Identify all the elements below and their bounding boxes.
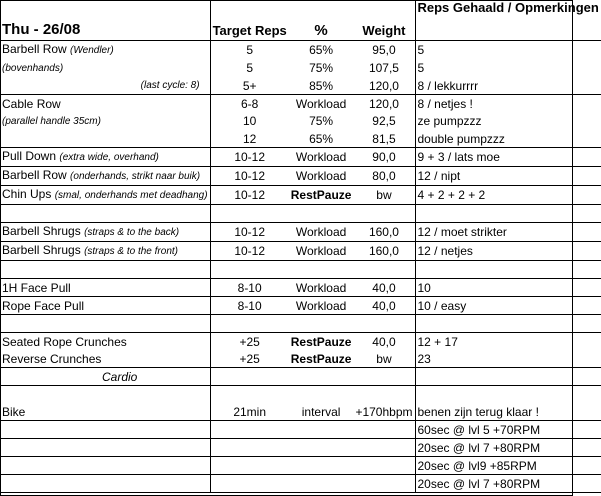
weight-cell[interactable] xyxy=(353,439,415,457)
remarks-cell[interactable]: 4 + 2 + 2 + 2 xyxy=(415,186,601,205)
table-row xyxy=(0,223,601,242)
header-percent: % xyxy=(289,0,354,41)
table-row xyxy=(0,186,601,205)
table-row xyxy=(0,41,601,60)
percent-cell[interactable]: 75% xyxy=(309,114,334,128)
percent-cell[interactable]: Workload xyxy=(289,279,354,297)
remarks-cell[interactable]: 12 / netjes xyxy=(415,242,601,261)
table-row xyxy=(0,130,601,148)
header-target-reps: Target Reps xyxy=(210,0,289,41)
percent-cell[interactable]: RestPauze xyxy=(290,351,352,366)
table-row xyxy=(0,457,601,475)
exercise-cell[interactable] xyxy=(0,439,210,457)
exercise-cell[interactable] xyxy=(0,95,210,113)
table-row xyxy=(0,148,601,167)
remarks-cell[interactable]: 10 / easy xyxy=(415,297,601,315)
exercise-cell[interactable] xyxy=(0,475,210,493)
header-weight: Weight xyxy=(353,0,415,41)
exercise-note: (Wendler) xyxy=(70,45,114,56)
exercise-cell[interactable] xyxy=(0,457,210,475)
exercise-cell[interactable] xyxy=(0,148,210,167)
remarks-cell[interactable]: 9 + 3 / lats moe xyxy=(415,148,601,167)
percent-cell[interactable]: Workload xyxy=(289,167,354,186)
exercise-name: Chin Ups xyxy=(2,187,52,201)
exercise-name: Cable Row xyxy=(2,96,61,111)
table-row xyxy=(0,167,601,186)
table-row xyxy=(0,205,601,223)
exercise-name: Barbell Shrugs xyxy=(2,224,81,238)
remarks-cell[interactable]: 60sec @ lvl 5 +70RPM xyxy=(415,421,601,439)
percent-cell[interactable] xyxy=(289,315,354,333)
exercise-cell[interactable] xyxy=(0,333,210,351)
percent-cell[interactable]: 65% xyxy=(309,43,334,57)
exercise-cell[interactable] xyxy=(0,368,210,386)
weight-cell[interactable]: 160,0 xyxy=(353,223,415,242)
weight-cell[interactable] xyxy=(353,315,415,333)
target-reps-cell[interactable]: 10 xyxy=(242,114,257,128)
weight-cell[interactable] xyxy=(353,421,415,439)
exercise-cell[interactable] xyxy=(0,421,210,439)
exercise-cell[interactable] xyxy=(0,186,210,205)
exercise-cell[interactable] xyxy=(0,261,210,279)
sheet-title: Thu - 26/08 xyxy=(0,0,210,41)
weight-cell[interactable]: 107,5 xyxy=(368,61,399,75)
table-row xyxy=(0,475,601,493)
exercise-cell[interactable] xyxy=(0,167,210,186)
percent-cell[interactable]: RestPauze xyxy=(289,186,354,205)
exercise-note: (bovenhands) xyxy=(2,63,64,74)
remarks-cell[interactable] xyxy=(415,386,601,404)
target-reps-cell[interactable]: 10-12 xyxy=(210,242,289,261)
percent-cell[interactable]: Workload xyxy=(289,242,354,261)
weight-cell[interactable]: 40,0 xyxy=(372,334,396,349)
table-row xyxy=(0,368,601,386)
exercise-cell[interactable] xyxy=(0,77,210,95)
target-reps-cell[interactable] xyxy=(210,421,289,439)
table-row xyxy=(0,59,601,77)
percent-cell[interactable] xyxy=(289,421,354,439)
exercise-cell[interactable] xyxy=(0,386,210,404)
remarks-cell[interactable]: 5 xyxy=(415,41,601,60)
exercise-name: Bike xyxy=(2,404,26,419)
exercise-cell[interactable] xyxy=(0,297,210,315)
percent-cell[interactable]: 85% xyxy=(289,77,354,95)
remarks-cell[interactable]: double pumpzzz xyxy=(415,130,601,148)
remarks-cell[interactable]: 12 + 17 xyxy=(415,333,601,351)
exercise-name: Barbell Row xyxy=(2,168,67,182)
exercise-name: Reverse Crunches xyxy=(2,351,102,366)
percent-cell[interactable]: 75% xyxy=(309,61,334,75)
table-row xyxy=(0,439,601,457)
percent-cell[interactable] xyxy=(289,368,354,386)
remarks-cell[interactable]: ze pumpzzz xyxy=(415,112,601,130)
target-reps-cell[interactable] xyxy=(210,205,289,223)
exercise-cell[interactable] xyxy=(0,59,210,77)
target-reps-cell[interactable]: 5 xyxy=(246,43,253,57)
target-reps-cell[interactable]: +25 xyxy=(210,350,289,368)
table-row xyxy=(0,386,601,404)
target-reps-cell[interactable]: 21min xyxy=(210,403,289,421)
exercise-note: (smal, onderhands met deadhang) xyxy=(54,190,208,201)
exercise-cell[interactable] xyxy=(0,350,210,368)
remarks-cell[interactable]: benen zijn terug klaar ! xyxy=(415,403,601,421)
remarks-cell[interactable]: 8 / netjes ! xyxy=(415,95,601,113)
weight-cell[interactable] xyxy=(353,368,415,386)
exercise-note: (parallel handle 35cm) xyxy=(2,116,101,127)
remarks-cell[interactable] xyxy=(415,205,601,223)
target-reps-cell[interactable]: 6-8 xyxy=(240,96,259,111)
section-label: Cardio xyxy=(102,369,138,384)
header-row xyxy=(0,0,601,41)
exercise-note: (last cycle: 8) xyxy=(140,79,200,91)
weight-cell[interactable] xyxy=(353,261,415,279)
exercise-note: (straps & to the back) xyxy=(84,227,180,238)
exercise-cell[interactable] xyxy=(0,130,210,148)
percent-cell[interactable]: interval xyxy=(289,403,354,421)
remarks-cell[interactable]: 5 xyxy=(415,59,601,77)
remarks-cell[interactable]: 8 / lekkurrrr xyxy=(415,77,601,95)
percent-cell[interactable] xyxy=(289,457,354,475)
weight-cell[interactable]: 40,0 xyxy=(353,279,415,297)
target-reps-cell[interactable]: 10-12 xyxy=(210,223,289,242)
table-row xyxy=(0,261,601,279)
weight-cell[interactable]: +170hbpm xyxy=(353,403,415,421)
target-reps-cell[interactable]: 10-12 xyxy=(210,148,289,167)
target-reps-cell[interactable] xyxy=(210,386,289,404)
percent-cell[interactable] xyxy=(289,475,354,493)
percent-cell[interactable] xyxy=(289,439,354,457)
target-reps-cell[interactable] xyxy=(210,261,289,279)
weight-cell[interactable] xyxy=(353,475,415,493)
target-reps-cell[interactable] xyxy=(210,439,289,457)
weight-cell[interactable] xyxy=(353,386,415,404)
exercise-name: Barbell Shrugs xyxy=(2,243,81,257)
exercise-name: Barbell Row xyxy=(2,42,67,56)
exercise-cell[interactable] xyxy=(0,112,210,130)
exercise-note: (onderhands, strikt naar buik) xyxy=(70,171,201,182)
exercise-name: Rope Face Pull xyxy=(2,298,85,313)
target-reps-cell[interactable]: 8-10 xyxy=(210,297,289,315)
exercise-name: Seated Rope Crunches xyxy=(2,334,127,349)
table-row xyxy=(0,333,601,351)
table-row xyxy=(0,350,601,368)
percent-cell[interactable] xyxy=(289,261,354,279)
remarks-cell[interactable]: 20sec @ lvl 7 +80RPM xyxy=(415,439,601,457)
weight-cell[interactable]: 92,5 xyxy=(372,114,396,128)
remarks-cell[interactable] xyxy=(415,261,601,279)
table-row xyxy=(0,279,601,297)
target-reps-cell[interactable]: 12 xyxy=(210,130,289,148)
remarks-cell[interactable]: 23 xyxy=(415,350,601,368)
remarks-cell[interactable]: 20sec @ lvl9 +85RPM xyxy=(415,457,601,475)
weight-cell[interactable]: 160,0 xyxy=(353,242,415,261)
exercise-name: Pull Down xyxy=(2,149,57,163)
remarks-cell[interactable] xyxy=(415,368,601,386)
weight-cell[interactable]: 95,0 xyxy=(372,43,396,57)
table-row xyxy=(0,242,601,261)
exercise-cell[interactable] xyxy=(0,205,210,223)
target-reps-cell[interactable] xyxy=(210,475,289,493)
remarks-cell[interactable] xyxy=(415,315,601,333)
weight-cell[interactable]: 90,0 xyxy=(353,148,415,167)
target-reps-cell[interactable] xyxy=(210,457,289,475)
target-reps-cell[interactable] xyxy=(210,368,289,386)
exercise-name: 1H Face Pull xyxy=(2,280,71,295)
remarks-cell[interactable]: 20sec @ lvl 7 +80RPM xyxy=(415,475,601,493)
weight-cell[interactable]: 40,0 xyxy=(353,297,415,315)
exercise-cell[interactable] xyxy=(0,403,210,421)
table-row xyxy=(0,403,601,421)
weight-cell[interactable] xyxy=(353,457,415,475)
weight-cell[interactable]: 120,0 xyxy=(368,96,399,111)
exercise-cell[interactable] xyxy=(0,223,210,242)
exercise-cell[interactable] xyxy=(0,315,210,333)
header-remarks: Reps Gehaald / Opmerkingen xyxy=(415,0,601,41)
percent-cell[interactable]: Workload xyxy=(289,223,354,242)
table-row xyxy=(0,421,601,439)
table-row xyxy=(0,297,601,315)
table-row xyxy=(0,112,601,130)
target-reps-cell[interactable]: 5+ xyxy=(210,77,289,95)
exercise-cell[interactable] xyxy=(0,279,210,297)
weight-cell[interactable]: 80,0 xyxy=(353,167,415,186)
target-reps-cell[interactable]: 5 xyxy=(246,61,253,75)
exercise-note: (extra wide, overhand) xyxy=(59,152,159,163)
target-reps-cell[interactable] xyxy=(210,315,289,333)
target-reps-cell[interactable]: 10-12 xyxy=(210,186,289,205)
target-reps-cell[interactable]: +25 xyxy=(239,334,260,349)
table-row xyxy=(0,315,601,333)
remarks-cell[interactable]: 12 / nipt xyxy=(415,167,601,186)
weight-cell[interactable]: bw xyxy=(353,186,415,205)
exercise-cell[interactable] xyxy=(0,41,210,60)
percent-cell[interactable]: Workload xyxy=(289,297,354,315)
remarks-cell[interactable]: 12 / moet strikter xyxy=(415,223,601,242)
percent-cell[interactable]: 65% xyxy=(289,130,354,148)
table-row xyxy=(0,77,601,95)
weight-cell[interactable]: bw xyxy=(353,350,415,368)
percent-cell[interactable] xyxy=(289,205,354,223)
remarks-cell[interactable]: 10 xyxy=(415,279,601,297)
percent-cell[interactable]: Workload xyxy=(289,148,354,167)
target-reps-cell[interactable]: 10-12 xyxy=(210,167,289,186)
percent-cell[interactable]: Workload xyxy=(295,96,347,111)
weight-cell[interactable]: 81,5 xyxy=(353,130,415,148)
exercise-cell[interactable] xyxy=(0,242,210,261)
table-row xyxy=(0,95,601,113)
weight-cell[interactable]: 120,0 xyxy=(353,77,415,95)
percent-cell[interactable] xyxy=(289,386,354,404)
target-reps-cell[interactable]: 8-10 xyxy=(210,279,289,297)
weight-cell[interactable] xyxy=(353,205,415,223)
percent-cell[interactable]: RestPauze xyxy=(290,334,352,349)
exercise-note: (straps & to the front) xyxy=(84,246,178,257)
